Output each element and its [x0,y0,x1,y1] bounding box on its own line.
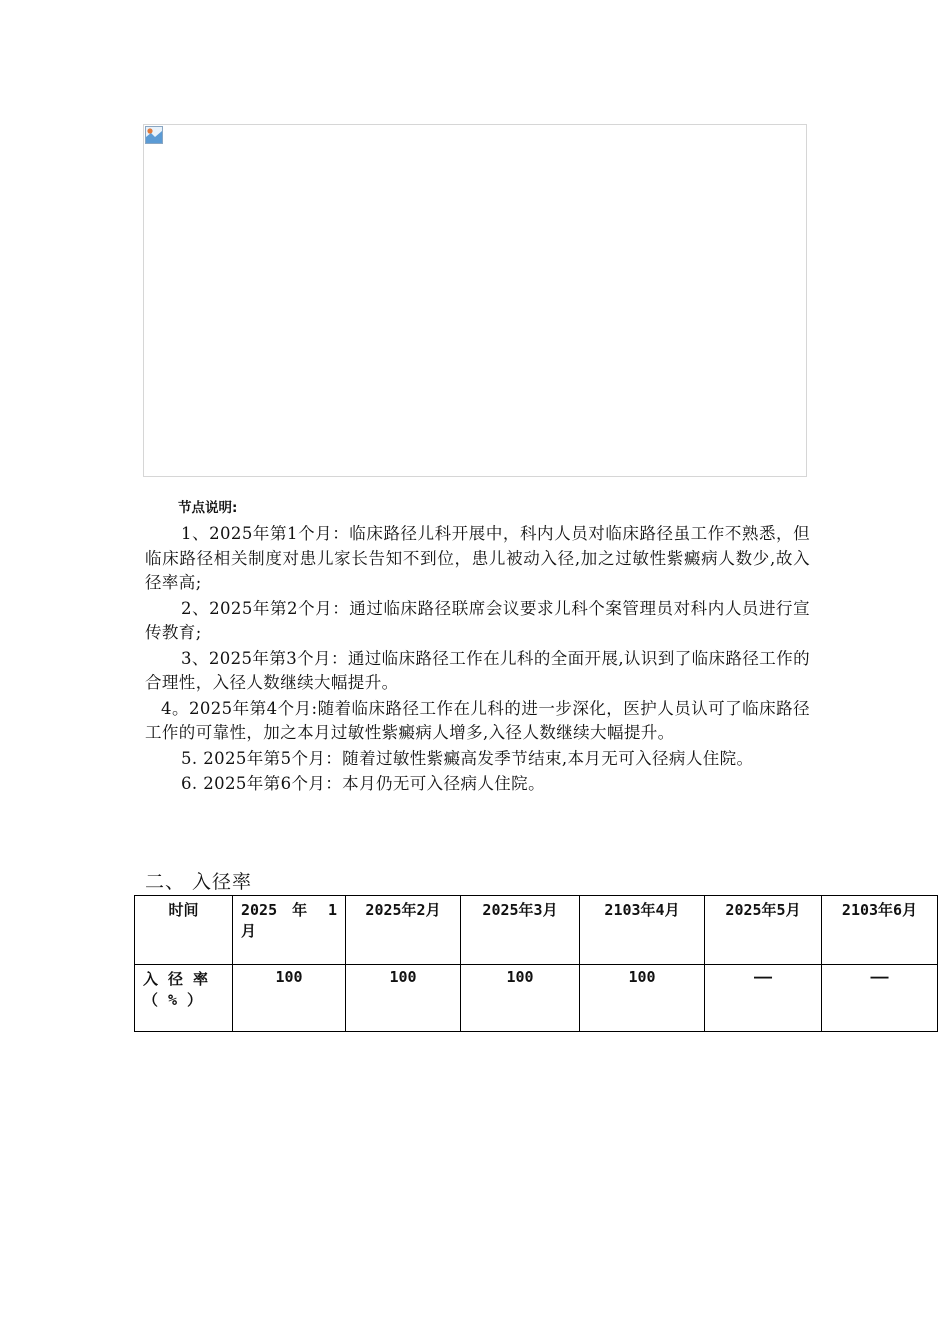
section-title: 二、 入径率 [145,871,253,893]
table-cell: 100 [233,965,346,1032]
note-item-4: 4。2025年第4个月:随着临床路径工作在儿科的进一步深化，医护人员认可了临床路径工作的可靠性，加之本月过敏性紫癜病人增多,入径人数继续大幅提升。 [145,698,810,742]
table-cell: —— [822,965,938,1032]
row-label: 入径率（%） [135,965,233,1032]
note-item-2: 2、2025年第2个月：通过临床路径联席会议要求儿科个案管理员对科内人员进行宣传教育; [145,598,810,642]
table-header-cell: 2025 年 1 月 [233,896,346,965]
note-item-6: 6. 2025年第6个月：本月仍无可入径病人住院。 [181,774,545,793]
note-item-5: 5. 2025年第5个月：随着过敏性紫癜高发季节结束,本月无可入径病人住院。 [181,748,754,768]
table-cell: 100 [346,965,461,1032]
table-row [135,965,938,1032]
table-header-cell: 2025年2月 [346,896,461,965]
note-item-1: 1、2025年第1个月：临床路径儿科开展中，科内人员对临床路径虽工作不熟悉，但临床路径相关制度对患儿家长告知不到位，患儿被动入径,加之过敏性紫癜病人数少,故入径率高; [145,524,810,592]
table-header-cell: 时间 [135,896,233,965]
note-item-3: 3、2025年第3个月：通过临床路径工作在儿科的全面开展,认识到了临床路径工作的合理性，入径人数继续大幅提升。 [145,648,810,692]
table-header-cell: 2025年5月 [705,896,822,965]
table-header-cell: 2103年4月 [580,896,705,965]
entry-rate-table [134,895,938,1032]
node-notes [145,497,810,798]
broken-image-icon [145,126,163,144]
table-cell: 100 [580,965,705,1032]
table-cell: 100 [461,965,580,1032]
image-placeholder [143,124,807,477]
table-cell: —— [705,965,822,1032]
table-header-row [135,896,938,965]
notes-title: 节点说明: [178,500,238,516]
table-header-cell: 2025年3月 [461,896,580,965]
table-header-cell: 2103年6月 [822,896,938,965]
